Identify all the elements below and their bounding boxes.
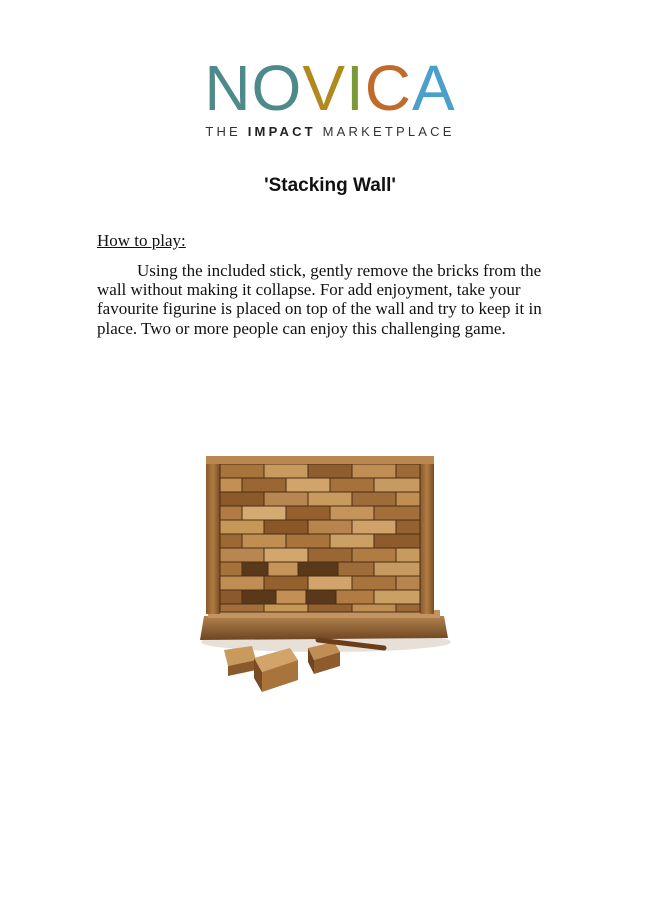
brick-row (220, 520, 420, 534)
instructions-paragraph: Using the included stick, gently remove the bricks from the wall without making it collapse. For add enjoyment, take your favourite figurine is placed on top of the wall and try to keep it in place. Two or more people can enjoy this challenging game. (97, 261, 542, 338)
brick-row (220, 464, 420, 478)
loose-brick (254, 648, 298, 692)
logo-letter: O (251, 52, 303, 124)
wall-base (200, 616, 448, 640)
tagline-pre: THE (205, 124, 248, 139)
logo-wordmark (0, 52, 660, 124)
brick-row-with-gaps (220, 590, 420, 604)
section-heading: How to play: (97, 231, 186, 250)
logo-tagline (0, 124, 660, 139)
brick-row (220, 604, 420, 612)
right-post (420, 458, 434, 614)
brick-rows (220, 464, 420, 612)
product-photo (186, 444, 466, 694)
brick-row (220, 534, 420, 548)
top-rail (206, 456, 434, 464)
tagline-post: MARKETPLACE (315, 124, 455, 139)
brick-row-with-gaps (220, 562, 420, 576)
tagline-bold: IMPACT (247, 124, 316, 139)
left-post (206, 458, 220, 614)
document-title: 'Stacking Wall' (264, 175, 396, 196)
logo-letter: N (204, 52, 252, 124)
brick-row (220, 506, 420, 520)
brick-row (220, 492, 420, 506)
novica-logo (0, 52, 660, 139)
logo-letter: C (364, 52, 412, 124)
logo-letter: A (412, 52, 456, 124)
brick-row (220, 548, 420, 562)
brick-row (220, 478, 420, 492)
logo-letter: I (346, 52, 365, 124)
logo-letter: V (302, 52, 346, 124)
loose-brick (224, 646, 256, 676)
brick-row (220, 576, 420, 590)
